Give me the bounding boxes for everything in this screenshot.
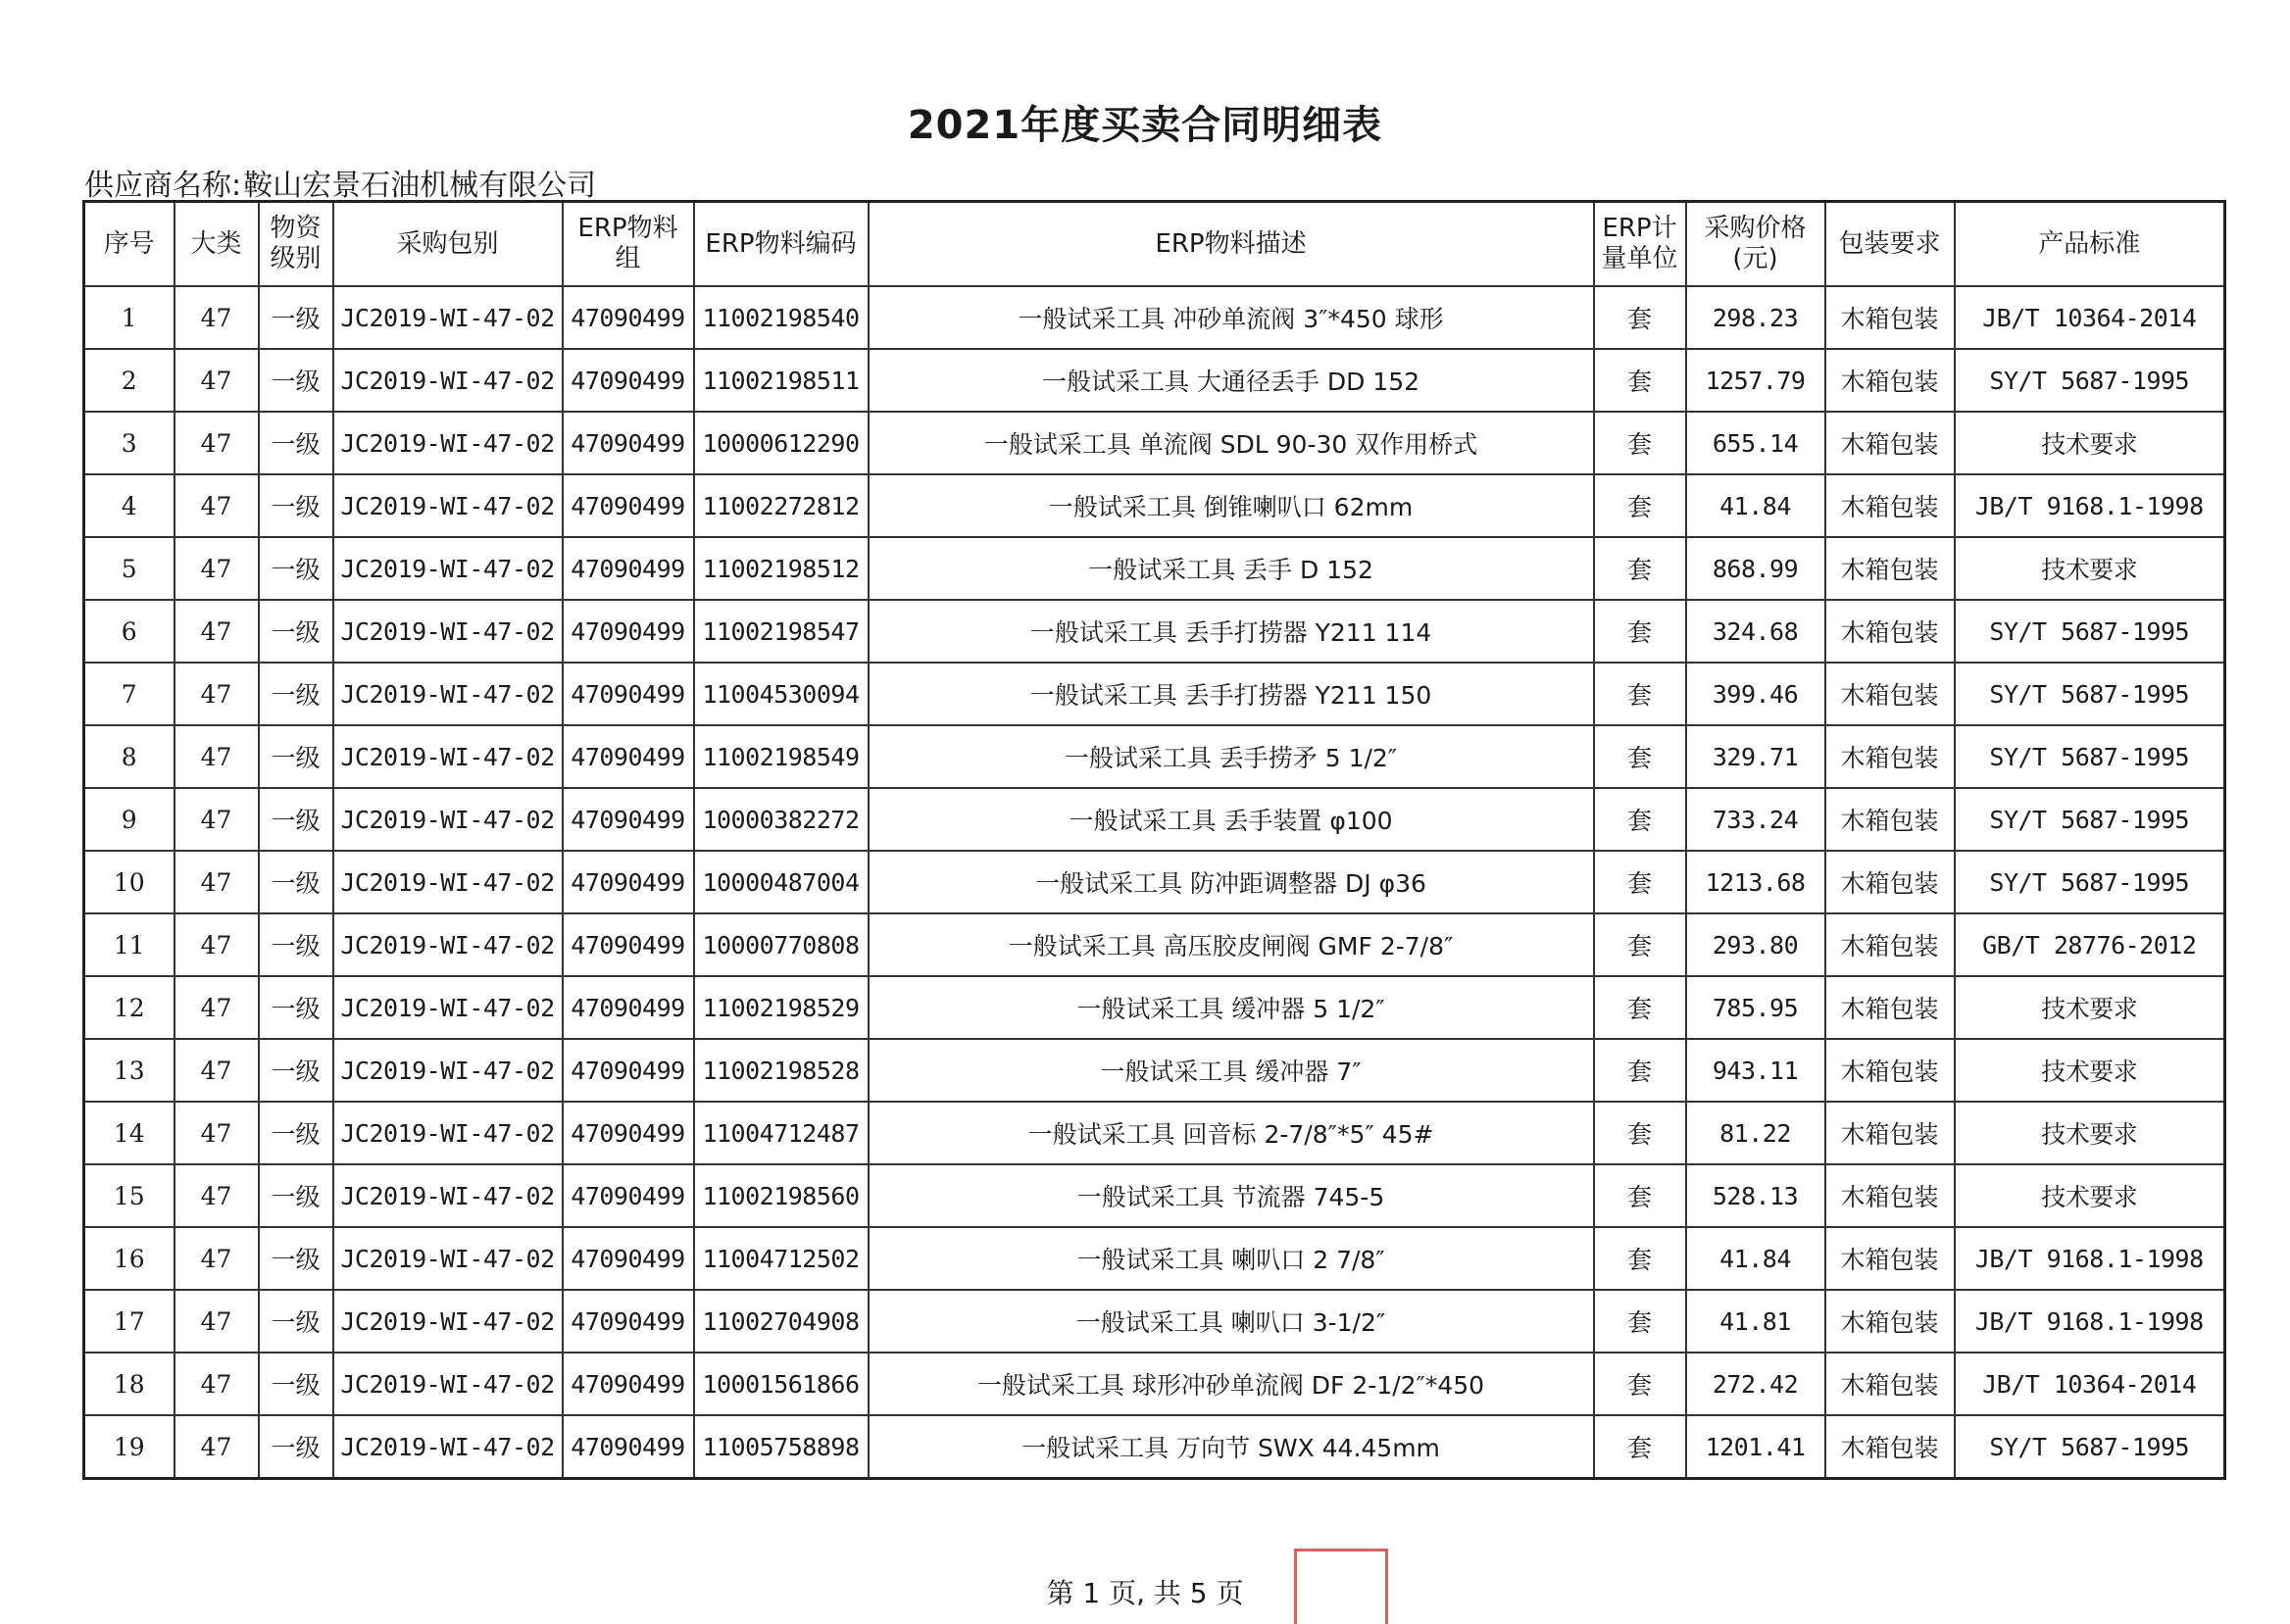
category-cell: 47 — [174, 537, 259, 600]
material-level-cell: 一级 — [259, 1164, 333, 1227]
erp-material-group-cell: 47090499 — [563, 663, 694, 725]
erp-material-code-cell: 11002198560 — [694, 1164, 869, 1227]
erp-material-code-cell: 10000612290 — [694, 412, 869, 474]
header-cell: 采购包别 — [333, 202, 563, 287]
red-seal-stamp — [1294, 1549, 1388, 1624]
purchase-price-cell: 41.81 — [1686, 1290, 1825, 1353]
category-cell: 47 — [174, 1227, 259, 1290]
page-footer: 第 1 页, 共 5 页 — [1046, 1577, 1244, 1609]
packing-requirement-cell: 木箱包装 — [1825, 1227, 1955, 1290]
packing-requirement-cell: 木箱包装 — [1825, 412, 1955, 474]
material-level-cell: 一级 — [259, 1227, 333, 1290]
erp-material-group-cell: 47090499 — [563, 976, 694, 1039]
product-standard-cell: 技术要求 — [1955, 537, 2225, 600]
purchase-package-cell: JC2019-WI-47-02 — [333, 600, 563, 663]
category-cell: 47 — [174, 474, 259, 537]
erp-material-group-cell: 47090499 — [563, 474, 694, 537]
product-standard-cell: 技术要求 — [1955, 1102, 2225, 1164]
contract-detail-table — [82, 200, 2226, 1480]
header-cell: ERP物料描述 — [869, 202, 1594, 287]
erp-material-description-cell: 一般试采工具 球形冲砂单流阀 DF 2-1/2″*450 — [869, 1353, 1594, 1415]
erp-material-code-cell: 11005758898 — [694, 1415, 869, 1479]
purchase-price-cell: 733.24 — [1686, 788, 1825, 851]
material-level-cell: 一级 — [259, 1353, 333, 1415]
table-row — [84, 349, 2225, 412]
erp-material-code-cell: 11002198528 — [694, 1039, 869, 1102]
material-level-cell: 一级 — [259, 1102, 333, 1164]
header-cell: 产品标准 — [1955, 202, 2225, 287]
erp-material-group-cell: 47090499 — [563, 349, 694, 412]
row-no-cell: 10 — [84, 851, 174, 913]
packing-requirement-cell: 木箱包装 — [1825, 1164, 1955, 1227]
erp-material-description-cell: 一般试采工具 丢手打捞器 Y211 150 — [869, 663, 1594, 725]
erp-unit-cell: 套 — [1594, 474, 1686, 537]
row-no-cell: 15 — [84, 1164, 174, 1227]
category-cell: 47 — [174, 412, 259, 474]
erp-material-group-cell: 47090499 — [563, 1039, 694, 1102]
erp-unit-cell: 套 — [1594, 537, 1686, 600]
erp-unit-cell: 套 — [1594, 976, 1686, 1039]
category-cell: 47 — [174, 851, 259, 913]
erp-material-group-cell: 47090499 — [563, 1353, 694, 1415]
header-cell: 序号 — [84, 202, 174, 287]
purchase-package-cell: JC2019-WI-47-02 — [333, 474, 563, 537]
row-no-cell: 3 — [84, 412, 174, 474]
table-header-row — [84, 202, 2225, 287]
purchase-price-cell: 41.84 — [1686, 474, 1825, 537]
purchase-price-cell: 655.14 — [1686, 412, 1825, 474]
material-level-cell: 一级 — [259, 1290, 333, 1353]
erp-material-group-cell: 47090499 — [563, 913, 694, 976]
purchase-price-cell: 298.23 — [1686, 286, 1825, 349]
header-cell: 物资级别 — [259, 202, 333, 287]
erp-material-code-cell: 11002198549 — [694, 725, 869, 788]
erp-unit-cell: 套 — [1594, 913, 1686, 976]
category-cell: 47 — [174, 1164, 259, 1227]
supplier-line — [84, 161, 596, 204]
product-standard-cell: JB/T 9168.1-1998 — [1955, 1290, 2225, 1353]
table-row — [84, 1164, 2225, 1227]
purchase-package-cell: JC2019-WI-47-02 — [333, 1039, 563, 1102]
product-standard-cell: JB/T 10364-2014 — [1955, 1353, 2225, 1415]
erp-material-code-cell: 10001561866 — [694, 1353, 869, 1415]
table-row — [84, 725, 2225, 788]
table-body — [84, 286, 2225, 1479]
purchase-price-cell: 868.99 — [1686, 537, 1825, 600]
erp-material-group-cell: 47090499 — [563, 725, 694, 788]
erp-material-description-cell: 一般试采工具 冲砂单流阀 3″*450 球形 — [869, 286, 1594, 349]
product-standard-cell: SY/T 5687-1995 — [1955, 851, 2225, 913]
material-level-cell: 一级 — [259, 349, 333, 412]
packing-requirement-cell: 木箱包装 — [1825, 1039, 1955, 1102]
row-no-cell: 11 — [84, 913, 174, 976]
erp-material-description-cell: 一般试采工具 丢手捞矛 5 1/2″ — [869, 725, 1594, 788]
row-no-cell: 13 — [84, 1039, 174, 1102]
header-cell: 包装要求 — [1825, 202, 1955, 287]
row-no-cell: 19 — [84, 1415, 174, 1479]
erp-unit-cell: 套 — [1594, 788, 1686, 851]
row-no-cell: 6 — [84, 600, 174, 663]
erp-unit-cell: 套 — [1594, 1415, 1686, 1479]
header-cell: 采购价格(元) — [1686, 202, 1825, 287]
row-no-cell: 9 — [84, 788, 174, 851]
erp-material-group-cell: 47090499 — [563, 412, 694, 474]
category-cell: 47 — [174, 788, 259, 851]
erp-material-description-cell: 一般试采工具 倒锥喇叭口 62mm — [869, 474, 1594, 537]
category-cell: 47 — [174, 1290, 259, 1353]
header-cell: ERP计量单位 — [1594, 202, 1686, 287]
erp-material-description-cell: 一般试采工具 回音标 2-7/8″*5″ 45# — [869, 1102, 1594, 1164]
table-row — [84, 474, 2225, 537]
erp-material-code-cell: 11002704908 — [694, 1290, 869, 1353]
material-level-cell: 一级 — [259, 600, 333, 663]
erp-unit-cell: 套 — [1594, 600, 1686, 663]
packing-requirement-cell: 木箱包装 — [1825, 663, 1955, 725]
purchase-package-cell: JC2019-WI-47-02 — [333, 1290, 563, 1353]
material-level-cell: 一级 — [259, 412, 333, 474]
erp-material-code-cell: 10000770808 — [694, 913, 869, 976]
erp-material-code-cell: 11004712502 — [694, 1227, 869, 1290]
purchase-package-cell: JC2019-WI-47-02 — [333, 412, 563, 474]
table-row — [84, 788, 2225, 851]
erp-material-code-cell: 11002198540 — [694, 286, 869, 349]
erp-material-group-cell: 47090499 — [563, 1164, 694, 1227]
purchase-package-cell: JC2019-WI-47-02 — [333, 286, 563, 349]
packing-requirement-cell: 木箱包装 — [1825, 725, 1955, 788]
packing-requirement-cell: 木箱包装 — [1825, 1290, 1955, 1353]
category-cell: 47 — [174, 1353, 259, 1415]
packing-requirement-cell: 木箱包装 — [1825, 1102, 1955, 1164]
table-row — [84, 1415, 2225, 1479]
table-row — [84, 1227, 2225, 1290]
header-cell: 大类 — [174, 202, 259, 287]
purchase-price-cell: 1257.79 — [1686, 349, 1825, 412]
erp-material-group-cell: 47090499 — [563, 537, 694, 600]
erp-material-group-cell: 47090499 — [563, 286, 694, 349]
category-cell: 47 — [174, 725, 259, 788]
purchase-price-cell: 329.71 — [1686, 725, 1825, 788]
product-standard-cell: SY/T 5687-1995 — [1955, 788, 2225, 851]
purchase-package-cell: JC2019-WI-47-02 — [333, 851, 563, 913]
product-standard-cell: JB/T 9168.1-1998 — [1955, 1227, 2225, 1290]
erp-material-description-cell: 一般试采工具 丢手装置 φ100 — [869, 788, 1594, 851]
purchase-package-cell: JC2019-WI-47-02 — [333, 349, 563, 412]
erp-material-description-cell: 一般试采工具 缓冲器 5 1/2″ — [869, 976, 1594, 1039]
supplier-name: 鞍山宏景石油机械有限公司 — [243, 169, 597, 203]
product-standard-cell: 技术要求 — [1955, 1164, 2225, 1227]
purchase-price-cell: 1201.41 — [1686, 1415, 1825, 1479]
product-standard-cell: SY/T 5687-1995 — [1955, 349, 2225, 412]
erp-material-description-cell: 一般试采工具 万向节 SWX 44.45mm — [869, 1415, 1594, 1479]
purchase-price-cell: 324.68 — [1686, 600, 1825, 663]
table-row — [84, 913, 2225, 976]
erp-material-group-cell: 47090499 — [563, 851, 694, 913]
purchase-price-cell: 41.84 — [1686, 1227, 1825, 1290]
packing-requirement-cell: 木箱包装 — [1825, 537, 1955, 600]
erp-material-description-cell: 一般试采工具 高压胶皮闸阀 GMF 2-7/8″ — [869, 913, 1594, 976]
row-no-cell: 2 — [84, 349, 174, 412]
material-level-cell: 一级 — [259, 537, 333, 600]
row-no-cell: 8 — [84, 725, 174, 788]
product-standard-cell: GB/T 28776-2012 — [1955, 913, 2225, 976]
purchase-price-cell: 81.22 — [1686, 1102, 1825, 1164]
erp-material-group-cell: 47090499 — [563, 600, 694, 663]
erp-material-group-cell: 47090499 — [563, 1415, 694, 1479]
table-row — [84, 412, 2225, 474]
category-cell: 47 — [174, 1039, 259, 1102]
row-no-cell: 17 — [84, 1290, 174, 1353]
supplier-label: 供应商名称: — [84, 169, 242, 203]
erp-material-code-cell: 11004712487 — [694, 1102, 869, 1164]
packing-requirement-cell: 木箱包装 — [1825, 286, 1955, 349]
erp-unit-cell: 套 — [1594, 1227, 1686, 1290]
erp-unit-cell: 套 — [1594, 1290, 1686, 1353]
erp-unit-cell: 套 — [1594, 1102, 1686, 1164]
material-level-cell: 一级 — [259, 725, 333, 788]
table-row — [84, 976, 2225, 1039]
erp-unit-cell: 套 — [1594, 1164, 1686, 1227]
table-row — [84, 600, 2225, 663]
purchase-package-cell: JC2019-WI-47-02 — [333, 976, 563, 1039]
table-row — [84, 1290, 2225, 1353]
packing-requirement-cell: 木箱包装 — [1825, 349, 1955, 412]
erp-material-description-cell: 一般试采工具 喇叭口 3-1/2″ — [869, 1290, 1594, 1353]
purchase-package-cell: JC2019-WI-47-02 — [333, 725, 563, 788]
purchase-package-cell: JC2019-WI-47-02 — [333, 1415, 563, 1479]
material-level-cell: 一级 — [259, 1039, 333, 1102]
category-cell: 47 — [174, 1415, 259, 1479]
category-cell: 47 — [174, 913, 259, 976]
purchase-price-cell: 399.46 — [1686, 663, 1825, 725]
erp-material-group-cell: 47090499 — [563, 788, 694, 851]
packing-requirement-cell: 木箱包装 — [1825, 1353, 1955, 1415]
erp-unit-cell: 套 — [1594, 663, 1686, 725]
erp-material-description-cell: 一般试采工具 喇叭口 2 7/8″ — [869, 1227, 1594, 1290]
erp-unit-cell: 套 — [1594, 286, 1686, 349]
material-level-cell: 一级 — [259, 1415, 333, 1479]
material-level-cell: 一级 — [259, 474, 333, 537]
erp-unit-cell: 套 — [1594, 412, 1686, 474]
erp-material-code-cell: 10000382272 — [694, 788, 869, 851]
product-standard-cell: SY/T 5687-1995 — [1955, 600, 2225, 663]
erp-material-group-cell: 47090499 — [563, 1227, 694, 1290]
purchase-price-cell: 785.95 — [1686, 976, 1825, 1039]
table-row — [84, 537, 2225, 600]
row-no-cell: 12 — [84, 976, 174, 1039]
erp-unit-cell: 套 — [1594, 1039, 1686, 1102]
purchase-package-cell: JC2019-WI-47-02 — [333, 1353, 563, 1415]
material-level-cell: 一级 — [259, 788, 333, 851]
document-title: 2021年度买卖合同明细表 — [907, 103, 1383, 148]
purchase-package-cell: JC2019-WI-47-02 — [333, 788, 563, 851]
purchase-price-cell: 272.42 — [1686, 1353, 1825, 1415]
row-no-cell: 7 — [84, 663, 174, 725]
erp-material-description-cell: 一般试采工具 丢手 D 152 — [869, 537, 1594, 600]
purchase-package-cell: JC2019-WI-47-02 — [333, 663, 563, 725]
header-cell: ERP物料编码 — [694, 202, 869, 287]
purchase-price-cell: 943.11 — [1686, 1039, 1825, 1102]
material-level-cell: 一级 — [259, 286, 333, 349]
table-row — [84, 851, 2225, 913]
erp-unit-cell: 套 — [1594, 349, 1686, 412]
erp-unit-cell: 套 — [1594, 851, 1686, 913]
packing-requirement-cell: 木箱包装 — [1825, 913, 1955, 976]
purchase-package-cell: JC2019-WI-47-02 — [333, 1227, 563, 1290]
table-row — [84, 1102, 2225, 1164]
erp-material-description-cell: 一般试采工具 防冲距调整器 DJ φ36 — [869, 851, 1594, 913]
purchase-package-cell: JC2019-WI-47-02 — [333, 1164, 563, 1227]
product-standard-cell: 技术要求 — [1955, 976, 2225, 1039]
category-cell: 47 — [174, 349, 259, 412]
category-cell: 47 — [174, 1102, 259, 1164]
erp-material-description-cell: 一般试采工具 丢手打捞器 Y211 114 — [869, 600, 1594, 663]
purchase-price-cell: 1213.68 — [1686, 851, 1825, 913]
erp-material-description-cell: 一般试采工具 缓冲器 7″ — [869, 1039, 1594, 1102]
table-row — [84, 1353, 2225, 1415]
table-row — [84, 1039, 2225, 1102]
material-level-cell: 一级 — [259, 851, 333, 913]
packing-requirement-cell: 木箱包装 — [1825, 976, 1955, 1039]
category-cell: 47 — [174, 976, 259, 1039]
product-standard-cell: 技术要求 — [1955, 1039, 2225, 1102]
category-cell: 47 — [174, 600, 259, 663]
header-cell: ERP物料组 — [563, 202, 694, 287]
erp-material-code-cell: 11002198512 — [694, 537, 869, 600]
purchase-package-cell: JC2019-WI-47-02 — [333, 913, 563, 976]
product-standard-cell: SY/T 5687-1995 — [1955, 663, 2225, 725]
erp-material-code-cell: 10000487004 — [694, 851, 869, 913]
material-level-cell: 一级 — [259, 663, 333, 725]
product-standard-cell: JB/T 9168.1-1998 — [1955, 474, 2225, 537]
product-standard-cell: SY/T 5687-1995 — [1955, 1415, 2225, 1479]
material-level-cell: 一级 — [259, 976, 333, 1039]
purchase-package-cell: JC2019-WI-47-02 — [333, 537, 563, 600]
erp-material-group-cell: 47090499 — [563, 1290, 694, 1353]
packing-requirement-cell: 木箱包装 — [1825, 474, 1955, 537]
erp-material-description-cell: 一般试采工具 节流器 745-5 — [869, 1164, 1594, 1227]
product-standard-cell: JB/T 10364-2014 — [1955, 286, 2225, 349]
erp-material-code-cell: 11002198529 — [694, 976, 869, 1039]
table-row — [84, 663, 2225, 725]
category-cell: 47 — [174, 286, 259, 349]
row-no-cell: 14 — [84, 1102, 174, 1164]
packing-requirement-cell: 木箱包装 — [1825, 788, 1955, 851]
purchase-price-cell: 293.80 — [1686, 913, 1825, 976]
category-cell: 47 — [174, 663, 259, 725]
erp-material-description-cell: 一般试采工具 大通径丢手 DD 152 — [869, 349, 1594, 412]
row-no-cell: 18 — [84, 1353, 174, 1415]
row-no-cell: 5 — [84, 537, 174, 600]
erp-material-code-cell: 11002198511 — [694, 349, 869, 412]
packing-requirement-cell: 木箱包装 — [1825, 1415, 1955, 1479]
erp-material-code-cell: 11002272812 — [694, 474, 869, 537]
purchase-package-cell: JC2019-WI-47-02 — [333, 1102, 563, 1164]
erp-material-description-cell: 一般试采工具 单流阀 SDL 90-30 双作用桥式 — [869, 412, 1594, 474]
row-no-cell: 1 — [84, 286, 174, 349]
purchase-price-cell: 528.13 — [1686, 1164, 1825, 1227]
packing-requirement-cell: 木箱包装 — [1825, 851, 1955, 913]
erp-unit-cell: 套 — [1594, 1353, 1686, 1415]
material-level-cell: 一级 — [259, 913, 333, 976]
erp-material-group-cell: 47090499 — [563, 1102, 694, 1164]
erp-material-code-cell: 11004530094 — [694, 663, 869, 725]
row-no-cell: 4 — [84, 474, 174, 537]
row-no-cell: 16 — [84, 1227, 174, 1290]
erp-material-code-cell: 11002198547 — [694, 600, 869, 663]
packing-requirement-cell: 木箱包装 — [1825, 600, 1955, 663]
product-standard-cell: SY/T 5687-1995 — [1955, 725, 2225, 788]
product-standard-cell: 技术要求 — [1955, 412, 2225, 474]
erp-unit-cell: 套 — [1594, 725, 1686, 788]
table-row — [84, 286, 2225, 349]
